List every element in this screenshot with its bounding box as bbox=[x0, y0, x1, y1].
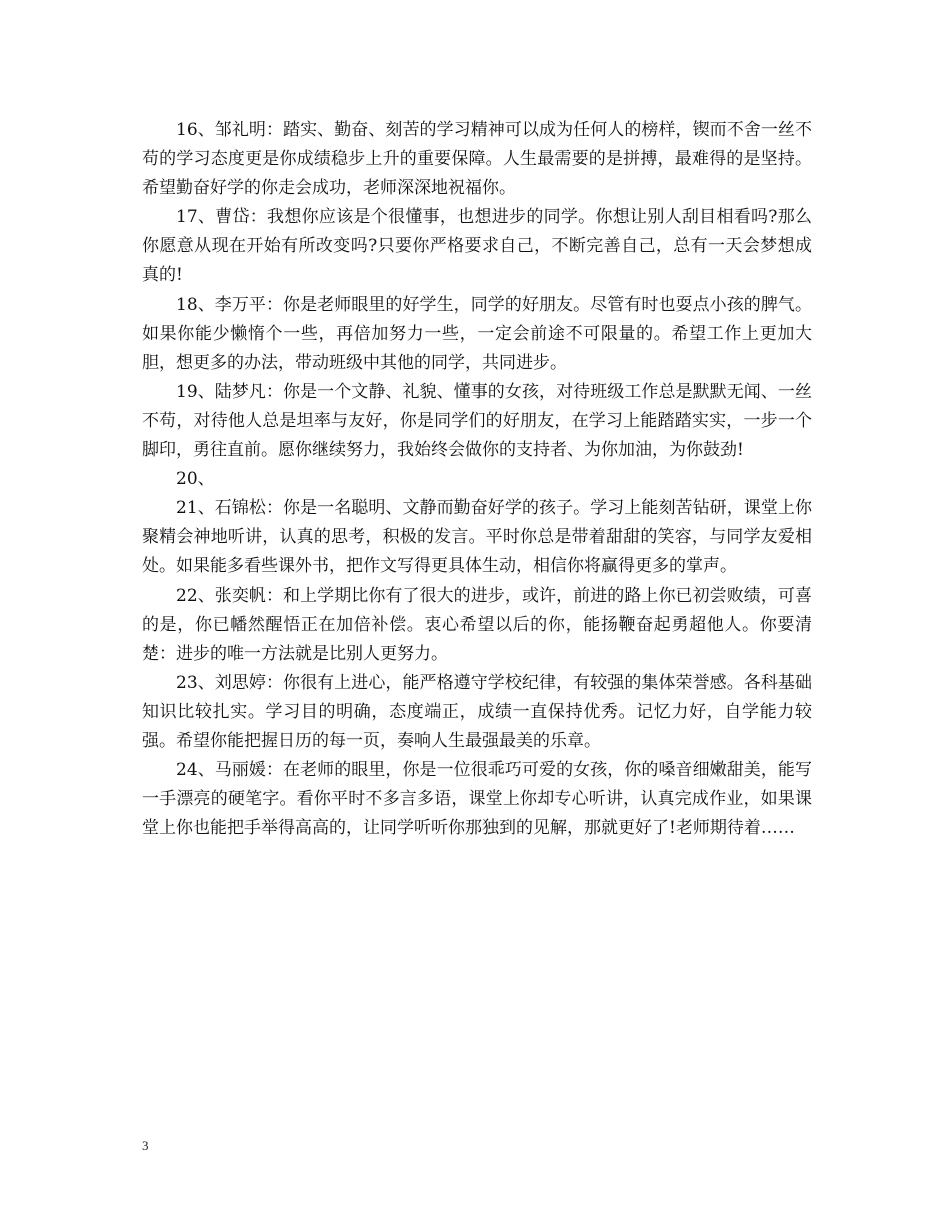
comment-paragraph-23: 23、刘思婷：你很有上进心，能严格遵守学校纪律，有较强的集体荣誉感。各科基础知识比较扎实。学习目的明确，态度端正，成绩一直保持优秀。记忆力好，自学能力较强。希望你能把握日历的每一页，奏响人生最强最美的乐章。 bbox=[142, 672, 812, 751]
comment-paragraph-20: 20、 bbox=[176, 469, 215, 490]
page-number: 3 bbox=[142, 1138, 149, 1153]
comment-paragraph-21: 21、石锦松：你是一名聪明、文静而勤奋好学的孩子。学习上能刻苦钻研，课堂上你聚精会神地听讲，认真的思考，积极的发言。平时你总是带着甜甜的笑容，与同学友爱相处。如果能多看些课外书，把作文写得更具体生动，相信你将赢得更多的掌声。 bbox=[142, 498, 812, 577]
comment-paragraph-24: 24、马丽媛：在老师的眼里，你是一位很乖巧可爱的女孩，你的嗓音细嫩甜美，能写一手漂亮的硬笔字。看你平时不多言多语，课堂上你却专心听讲，认真完成作业，如果课堂上你也能把手举得高高的，让同学听听你那独到的见解，那就更好了!老师期待着…… bbox=[142, 760, 812, 839]
comment-paragraph-16: 16、邹礼明：踏实、勤奋、刻苦的学习精神可以成为任何人的榜样，锲而不舍一丝不苟的学习态度更是你成绩稳步上升的重要保障。人生最需要的是拼搏，最难得的是坚持。希望勤奋好学的你走会成功，老师深深地祝福你。 bbox=[142, 120, 812, 199]
document-body bbox=[142, 116, 812, 843]
comment-paragraph-18: 18、李万平：你是老师眼里的好学生，同学的好朋友。尽管有时也耍点小孩的脾气。如果你能少懒惰个一些，再倍加努力一些，一定会前途不可限量的。希望工作上更加大胆，想更多的办法，带动班级中其他的同学，共同进步。 bbox=[142, 294, 812, 373]
comment-paragraph-22: 22、张奕帆：和上学期比你有了很大的进步，或许，前进的路上你已初尝败绩，可喜的是，你已幡然醒悟正在加倍补偿。衷心希望以后的你，能扬鞭奋起勇超他人。你要清楚：进步的唯一方法就是比别人更努力。 bbox=[142, 585, 812, 664]
comment-paragraph-19: 19、陆梦凡：你是一个文静、礼貌、懂事的女孩，对待班级工作总是默默无闻、一丝不苟，对待他人总是坦率与友好，你是同学们的好朋友，在学习上能踏踏实实，一步一个脚印，勇往直前。愿你继续努力，我始终会做你的支持者、为你加油，为你鼓劲! bbox=[142, 381, 812, 461]
comment-paragraph-17: 17、曹岱：我想你应该是个很懂事，也想进步的同学。你想让别人刮目相看吗?那么你愿意从现在开始有所改变吗?只要你严格要求自己，不断完善自己，总有一天会梦想成真的! bbox=[142, 207, 812, 286]
